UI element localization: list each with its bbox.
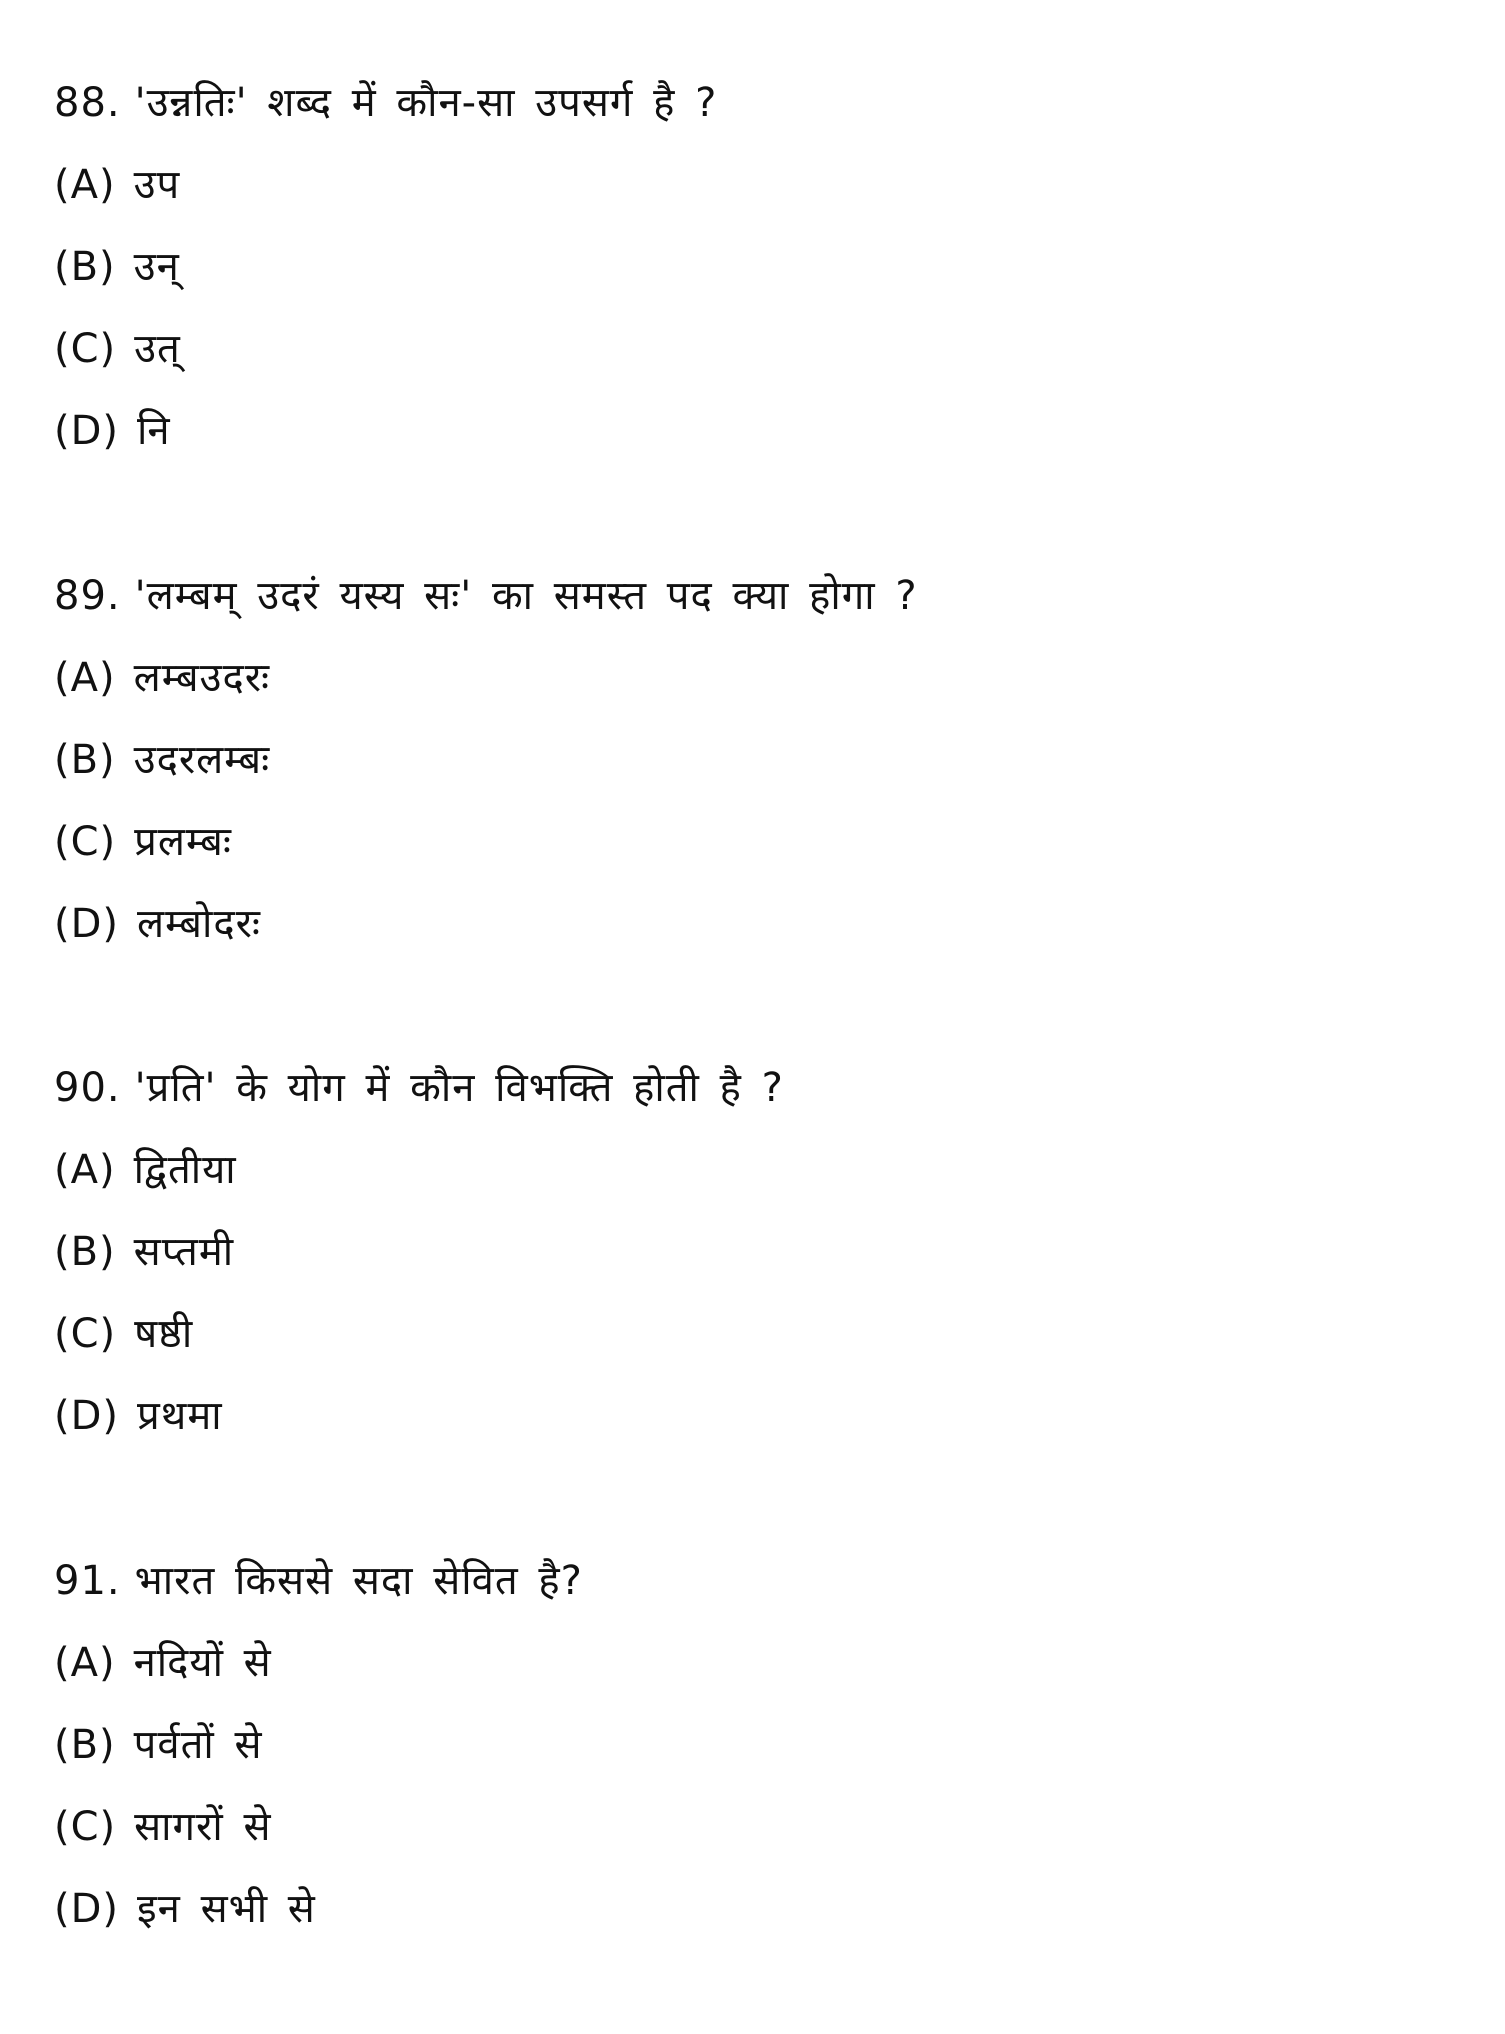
question-89 [54,555,1454,965]
option-a [54,637,1454,719]
option-text: लम्बोदरः [137,901,262,947]
question-line [54,555,1454,637]
option-text: उदरलम्बः [133,737,271,783]
option-d [54,1868,1454,1950]
option-text: सप्तमी [133,1229,235,1275]
question-number: 88. [54,80,121,126]
option-text: द्वितीया [133,1147,237,1193]
question-number: 90. [54,1065,121,1111]
option-text: षष्ठी [134,1311,194,1357]
option-key: (B) [54,1229,116,1275]
option-text: प्रलम्बः [134,819,232,865]
option-a [54,144,1454,226]
option-c [54,308,1454,390]
option-text: लम्बउदरः [133,655,271,701]
option-key: (B) [54,737,116,783]
option-text: इन सभी से [137,1886,316,1932]
question-91 [54,1540,1454,1950]
option-key: (A) [54,1640,116,1686]
question-text: 'उन्नतिः' शब्द में कौन-सा उपसर्ग है ? [134,80,718,126]
option-text: नदियों से [133,1640,272,1686]
option-key: (C) [54,1311,117,1357]
option-text: प्रथमा [137,1393,223,1439]
option-key: (C) [54,1804,117,1850]
option-d [54,883,1454,965]
question-line [54,1540,1454,1622]
option-key: (D) [54,1393,120,1439]
option-key: (D) [54,408,120,454]
question-number: 91. [54,1558,121,1604]
option-key: (D) [54,1886,120,1932]
question-number: 89. [54,573,121,619]
option-b [54,226,1454,308]
question-text: 'लम्बम् उदरं यस्य सः' का समस्त पद क्या होगा ? [134,573,918,619]
option-a [54,1129,1454,1211]
question-text: 'प्रति' के योग में कौन विभक्ति होती है ? [134,1065,784,1111]
option-a [54,1622,1454,1704]
option-text: उप [133,162,181,208]
option-d [54,390,1454,472]
option-key: (B) [54,1722,116,1768]
question-line [54,1047,1454,1129]
question-line [54,62,1454,144]
option-c [54,1293,1454,1375]
question-text: भारत किससे सदा सेवित है? [134,1558,583,1604]
option-text: सागरों से [134,1804,272,1850]
option-key: (C) [54,326,117,372]
option-text: उन् [133,244,180,290]
option-key: (A) [54,655,116,701]
option-c [54,1786,1454,1868]
option-text: पर्वतों से [133,1722,263,1768]
option-b [54,719,1454,801]
option-key: (A) [54,1147,116,1193]
question-88 [54,62,1454,472]
option-c [54,801,1454,883]
option-key: (A) [54,162,116,208]
option-b [54,1704,1454,1786]
option-text: उत् [134,326,181,372]
option-b [54,1211,1454,1293]
option-d [54,1375,1454,1457]
option-text: नि [137,408,171,454]
option-key: (D) [54,901,120,947]
option-key: (B) [54,244,116,290]
question-90 [54,1047,1454,1457]
option-key: (C) [54,819,117,865]
